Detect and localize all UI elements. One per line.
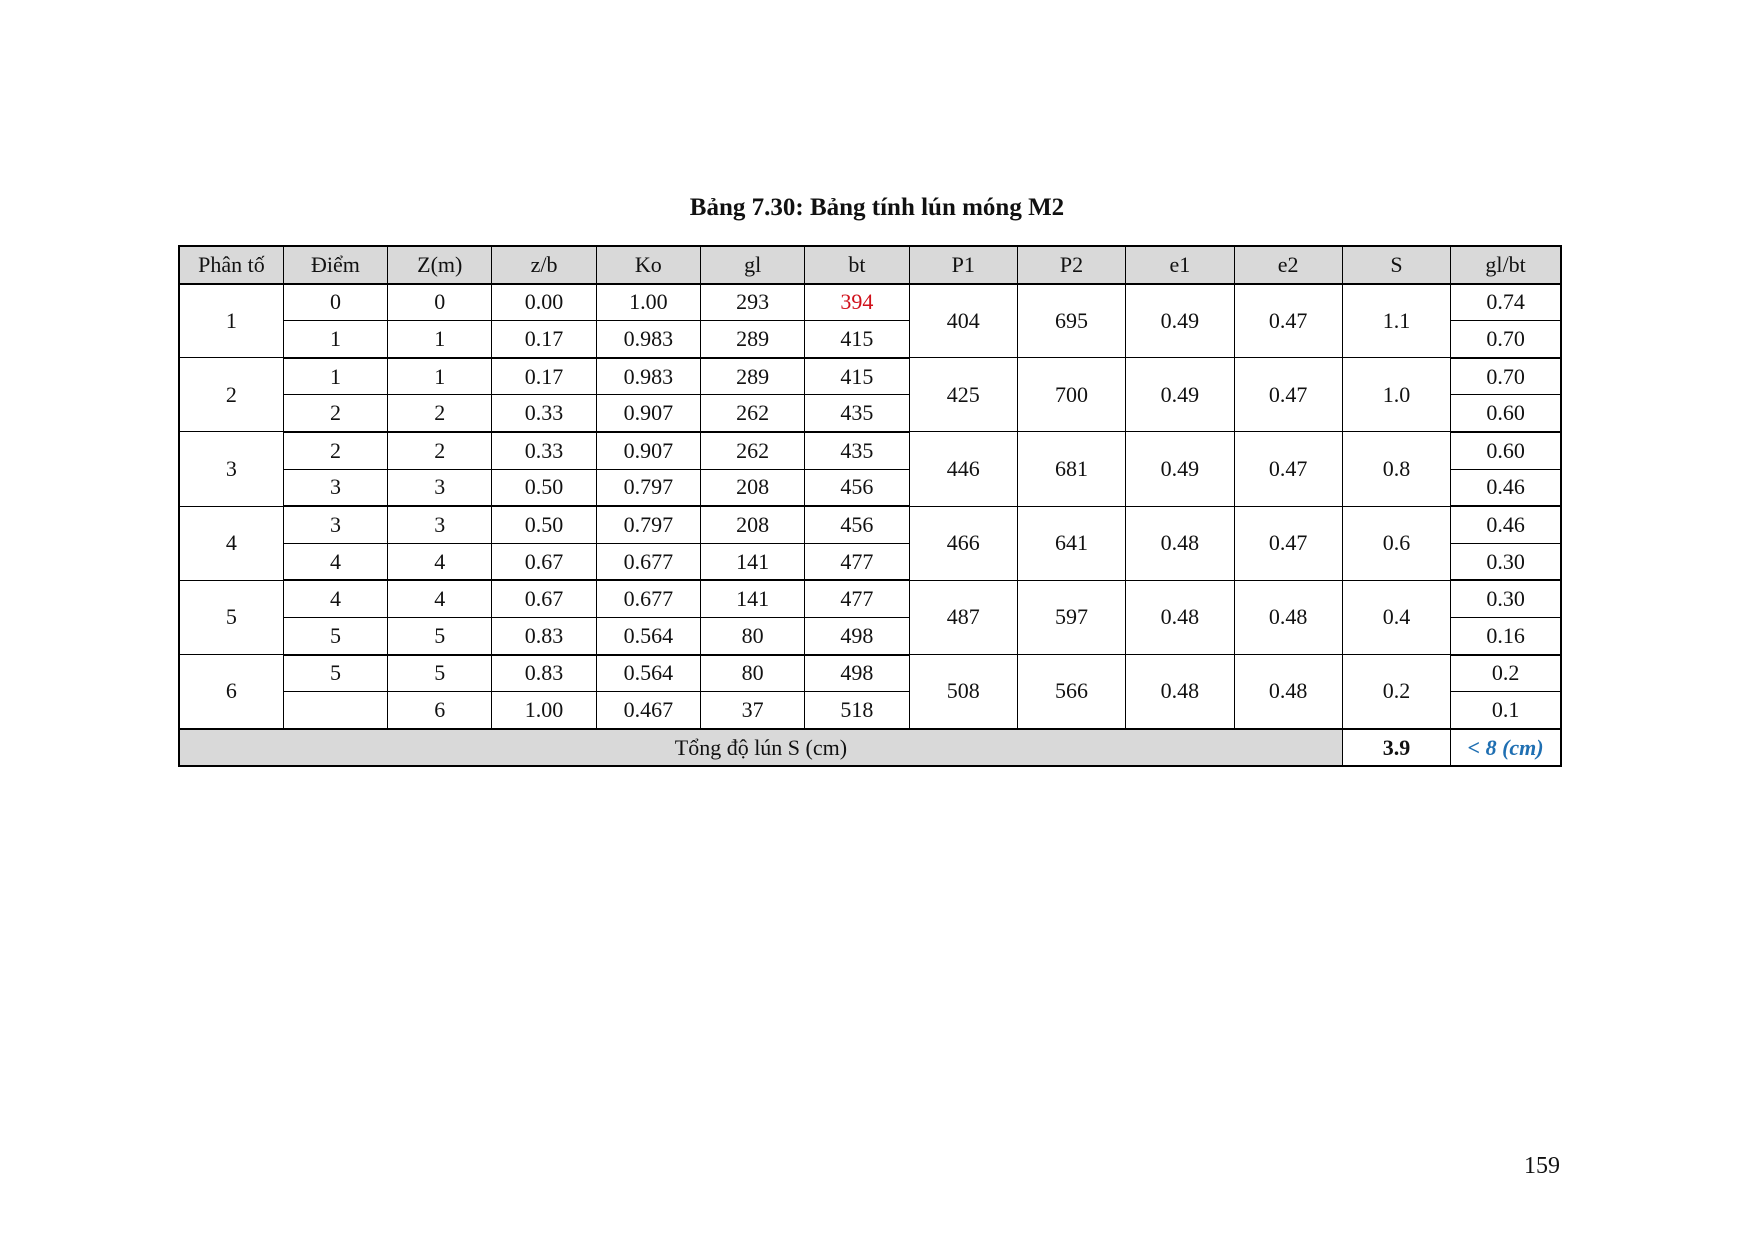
header-cell: Z(m) bbox=[388, 246, 492, 284]
e1-cell: 0.48 bbox=[1126, 655, 1234, 729]
header-cell: S bbox=[1342, 246, 1450, 284]
e1-cell: 0.49 bbox=[1126, 358, 1234, 432]
gl-cell: 37 bbox=[700, 692, 804, 729]
p1-cell: 446 bbox=[909, 432, 1017, 506]
table-row bbox=[179, 284, 1561, 321]
bt-cell: 456 bbox=[805, 506, 909, 543]
s-cell: 0.6 bbox=[1342, 506, 1450, 580]
s-cell: 0.2 bbox=[1342, 655, 1450, 729]
glbt-cell: 0.60 bbox=[1451, 395, 1561, 432]
p2-cell: 566 bbox=[1017, 655, 1125, 729]
zb-cell: 0.50 bbox=[492, 469, 596, 506]
ko-cell: 1.00 bbox=[596, 284, 700, 321]
zb-cell: 0.33 bbox=[492, 432, 596, 469]
gl-cell: 208 bbox=[700, 506, 804, 543]
header-cell: e1 bbox=[1126, 246, 1234, 284]
e1-cell: 0.49 bbox=[1126, 284, 1234, 358]
e1-cell: 0.48 bbox=[1126, 580, 1234, 654]
gl-cell: 80 bbox=[700, 617, 804, 654]
e1-cell: 0.49 bbox=[1126, 432, 1234, 506]
s-cell: 1.0 bbox=[1342, 358, 1450, 432]
ko-cell: 0.797 bbox=[596, 469, 700, 506]
ko-cell: 0.907 bbox=[596, 432, 700, 469]
table-row bbox=[179, 506, 1561, 543]
zb-cell: 0.17 bbox=[492, 321, 596, 358]
table-row bbox=[179, 655, 1561, 692]
glbt-cell: 0.70 bbox=[1451, 321, 1561, 358]
header-cell: P2 bbox=[1017, 246, 1125, 284]
z-cell: 4 bbox=[388, 580, 492, 617]
p2-cell: 695 bbox=[1017, 284, 1125, 358]
header-cell: P1 bbox=[909, 246, 1017, 284]
header-cell: Phân tố bbox=[179, 246, 283, 284]
zb-cell: 0.50 bbox=[492, 506, 596, 543]
zb-cell: 0.67 bbox=[492, 580, 596, 617]
total-settlement: 3.9 bbox=[1342, 729, 1450, 767]
gl-cell: 262 bbox=[700, 395, 804, 432]
element-cell: 2 bbox=[179, 358, 283, 432]
element-cell: 3 bbox=[179, 432, 283, 506]
z-cell: 5 bbox=[388, 655, 492, 692]
z-cell: 5 bbox=[388, 617, 492, 654]
p2-cell: 641 bbox=[1017, 506, 1125, 580]
zb-cell: 0.33 bbox=[492, 395, 596, 432]
total-row bbox=[179, 729, 1561, 767]
e2-cell: 0.47 bbox=[1234, 506, 1342, 580]
e2-cell: 0.47 bbox=[1234, 284, 1342, 358]
header-cell: Ko bbox=[596, 246, 700, 284]
ko-cell: 0.983 bbox=[596, 321, 700, 358]
glbt-cell: 0.2 bbox=[1451, 655, 1561, 692]
gl-cell: 80 bbox=[700, 655, 804, 692]
element-cell: 1 bbox=[179, 284, 283, 358]
glbt-cell: 0.30 bbox=[1451, 543, 1561, 580]
bt-cell: 435 bbox=[805, 432, 909, 469]
p1-cell: 487 bbox=[909, 580, 1017, 654]
ko-cell: 0.564 bbox=[596, 617, 700, 654]
zb-cell: 0.17 bbox=[492, 358, 596, 395]
e2-cell: 0.48 bbox=[1234, 580, 1342, 654]
gl-cell: 289 bbox=[700, 321, 804, 358]
point-cell: 2 bbox=[283, 432, 387, 469]
s-cell: 0.4 bbox=[1342, 580, 1450, 654]
glbt-cell: 0.30 bbox=[1451, 580, 1561, 617]
e2-cell: 0.48 bbox=[1234, 655, 1342, 729]
ko-cell: 0.983 bbox=[596, 358, 700, 395]
header-cell: gl/bt bbox=[1451, 246, 1561, 284]
p1-cell: 425 bbox=[909, 358, 1017, 432]
ko-cell: 0.677 bbox=[596, 543, 700, 580]
ko-cell: 0.797 bbox=[596, 506, 700, 543]
header-row bbox=[179, 246, 1561, 284]
element-cell: 6 bbox=[179, 655, 283, 729]
glbt-cell: 0.46 bbox=[1451, 506, 1561, 543]
table-row bbox=[179, 580, 1561, 617]
point-cell: 2 bbox=[283, 395, 387, 432]
gl-cell: 141 bbox=[700, 580, 804, 617]
bt-cell: 498 bbox=[805, 617, 909, 654]
bt-cell: 498 bbox=[805, 655, 909, 692]
glbt-cell: 0.16 bbox=[1451, 617, 1561, 654]
glbt-cell: 0.70 bbox=[1451, 358, 1561, 395]
header-cell: Điểm bbox=[283, 246, 387, 284]
e2-cell: 0.47 bbox=[1234, 358, 1342, 432]
zb-cell: 0.00 bbox=[492, 284, 596, 321]
gl-cell: 208 bbox=[700, 469, 804, 506]
point-cell: 5 bbox=[283, 617, 387, 654]
zb-cell: 0.83 bbox=[492, 655, 596, 692]
z-cell: 1 bbox=[388, 358, 492, 395]
bt-cell: 394 bbox=[805, 284, 909, 321]
settlement-limit: < 8 (cm) bbox=[1451, 729, 1561, 767]
p2-cell: 597 bbox=[1017, 580, 1125, 654]
z-cell: 1 bbox=[388, 321, 492, 358]
bt-cell: 456 bbox=[805, 469, 909, 506]
point-cell: 0 bbox=[283, 284, 387, 321]
bt-cell: 415 bbox=[805, 321, 909, 358]
element-cell: 5 bbox=[179, 580, 283, 654]
total-label: Tổng độ lún S (cm) bbox=[179, 729, 1342, 767]
bt-cell: 518 bbox=[805, 692, 909, 729]
p2-cell: 700 bbox=[1017, 358, 1125, 432]
point-cell bbox=[283, 692, 387, 729]
p2-cell: 681 bbox=[1017, 432, 1125, 506]
ko-cell: 0.467 bbox=[596, 692, 700, 729]
ko-cell: 0.564 bbox=[596, 655, 700, 692]
header-cell: z/b bbox=[492, 246, 596, 284]
bt-cell: 477 bbox=[805, 580, 909, 617]
point-cell: 4 bbox=[283, 543, 387, 580]
table-caption: Bảng 7.30: Bảng tính lún móng M2 bbox=[689, 194, 1065, 221]
s-cell: 1.1 bbox=[1342, 284, 1450, 358]
e2-cell: 0.47 bbox=[1234, 432, 1342, 506]
header-cell: gl bbox=[700, 246, 804, 284]
point-cell: 4 bbox=[283, 580, 387, 617]
gl-cell: 141 bbox=[700, 543, 804, 580]
point-cell: 3 bbox=[283, 506, 387, 543]
glbt-cell: 0.1 bbox=[1451, 692, 1561, 729]
table-row bbox=[179, 432, 1561, 469]
p1-cell: 508 bbox=[909, 655, 1017, 729]
z-cell: 3 bbox=[388, 506, 492, 543]
z-cell: 0 bbox=[388, 284, 492, 321]
z-cell: 2 bbox=[388, 395, 492, 432]
settlement-table bbox=[178, 245, 1562, 767]
page-number: 159 bbox=[1524, 1153, 1560, 1179]
point-cell: 1 bbox=[283, 321, 387, 358]
bt-cell: 415 bbox=[805, 358, 909, 395]
z-cell: 6 bbox=[388, 692, 492, 729]
glbt-cell: 0.60 bbox=[1451, 432, 1561, 469]
point-cell: 3 bbox=[283, 469, 387, 506]
z-cell: 2 bbox=[388, 432, 492, 469]
element-cell: 4 bbox=[179, 506, 283, 580]
gl-cell: 262 bbox=[700, 432, 804, 469]
e1-cell: 0.48 bbox=[1126, 506, 1234, 580]
header-cell: e2 bbox=[1234, 246, 1342, 284]
z-cell: 4 bbox=[388, 543, 492, 580]
ko-cell: 0.907 bbox=[596, 395, 700, 432]
zb-cell: 0.83 bbox=[492, 617, 596, 654]
table-row bbox=[179, 358, 1561, 395]
ko-cell: 0.677 bbox=[596, 580, 700, 617]
point-cell: 1 bbox=[283, 358, 387, 395]
glbt-cell: 0.74 bbox=[1451, 284, 1561, 321]
glbt-cell: 0.46 bbox=[1451, 469, 1561, 506]
gl-cell: 293 bbox=[700, 284, 804, 321]
gl-cell: 289 bbox=[700, 358, 804, 395]
p1-cell: 466 bbox=[909, 506, 1017, 580]
point-cell: 5 bbox=[283, 655, 387, 692]
p1-cell: 404 bbox=[909, 284, 1017, 358]
bt-cell: 435 bbox=[805, 395, 909, 432]
s-cell: 0.8 bbox=[1342, 432, 1450, 506]
zb-cell: 1.00 bbox=[492, 692, 596, 729]
bt-cell: 477 bbox=[805, 543, 909, 580]
zb-cell: 0.67 bbox=[492, 543, 596, 580]
header-cell: bt bbox=[805, 246, 909, 284]
z-cell: 3 bbox=[388, 469, 492, 506]
